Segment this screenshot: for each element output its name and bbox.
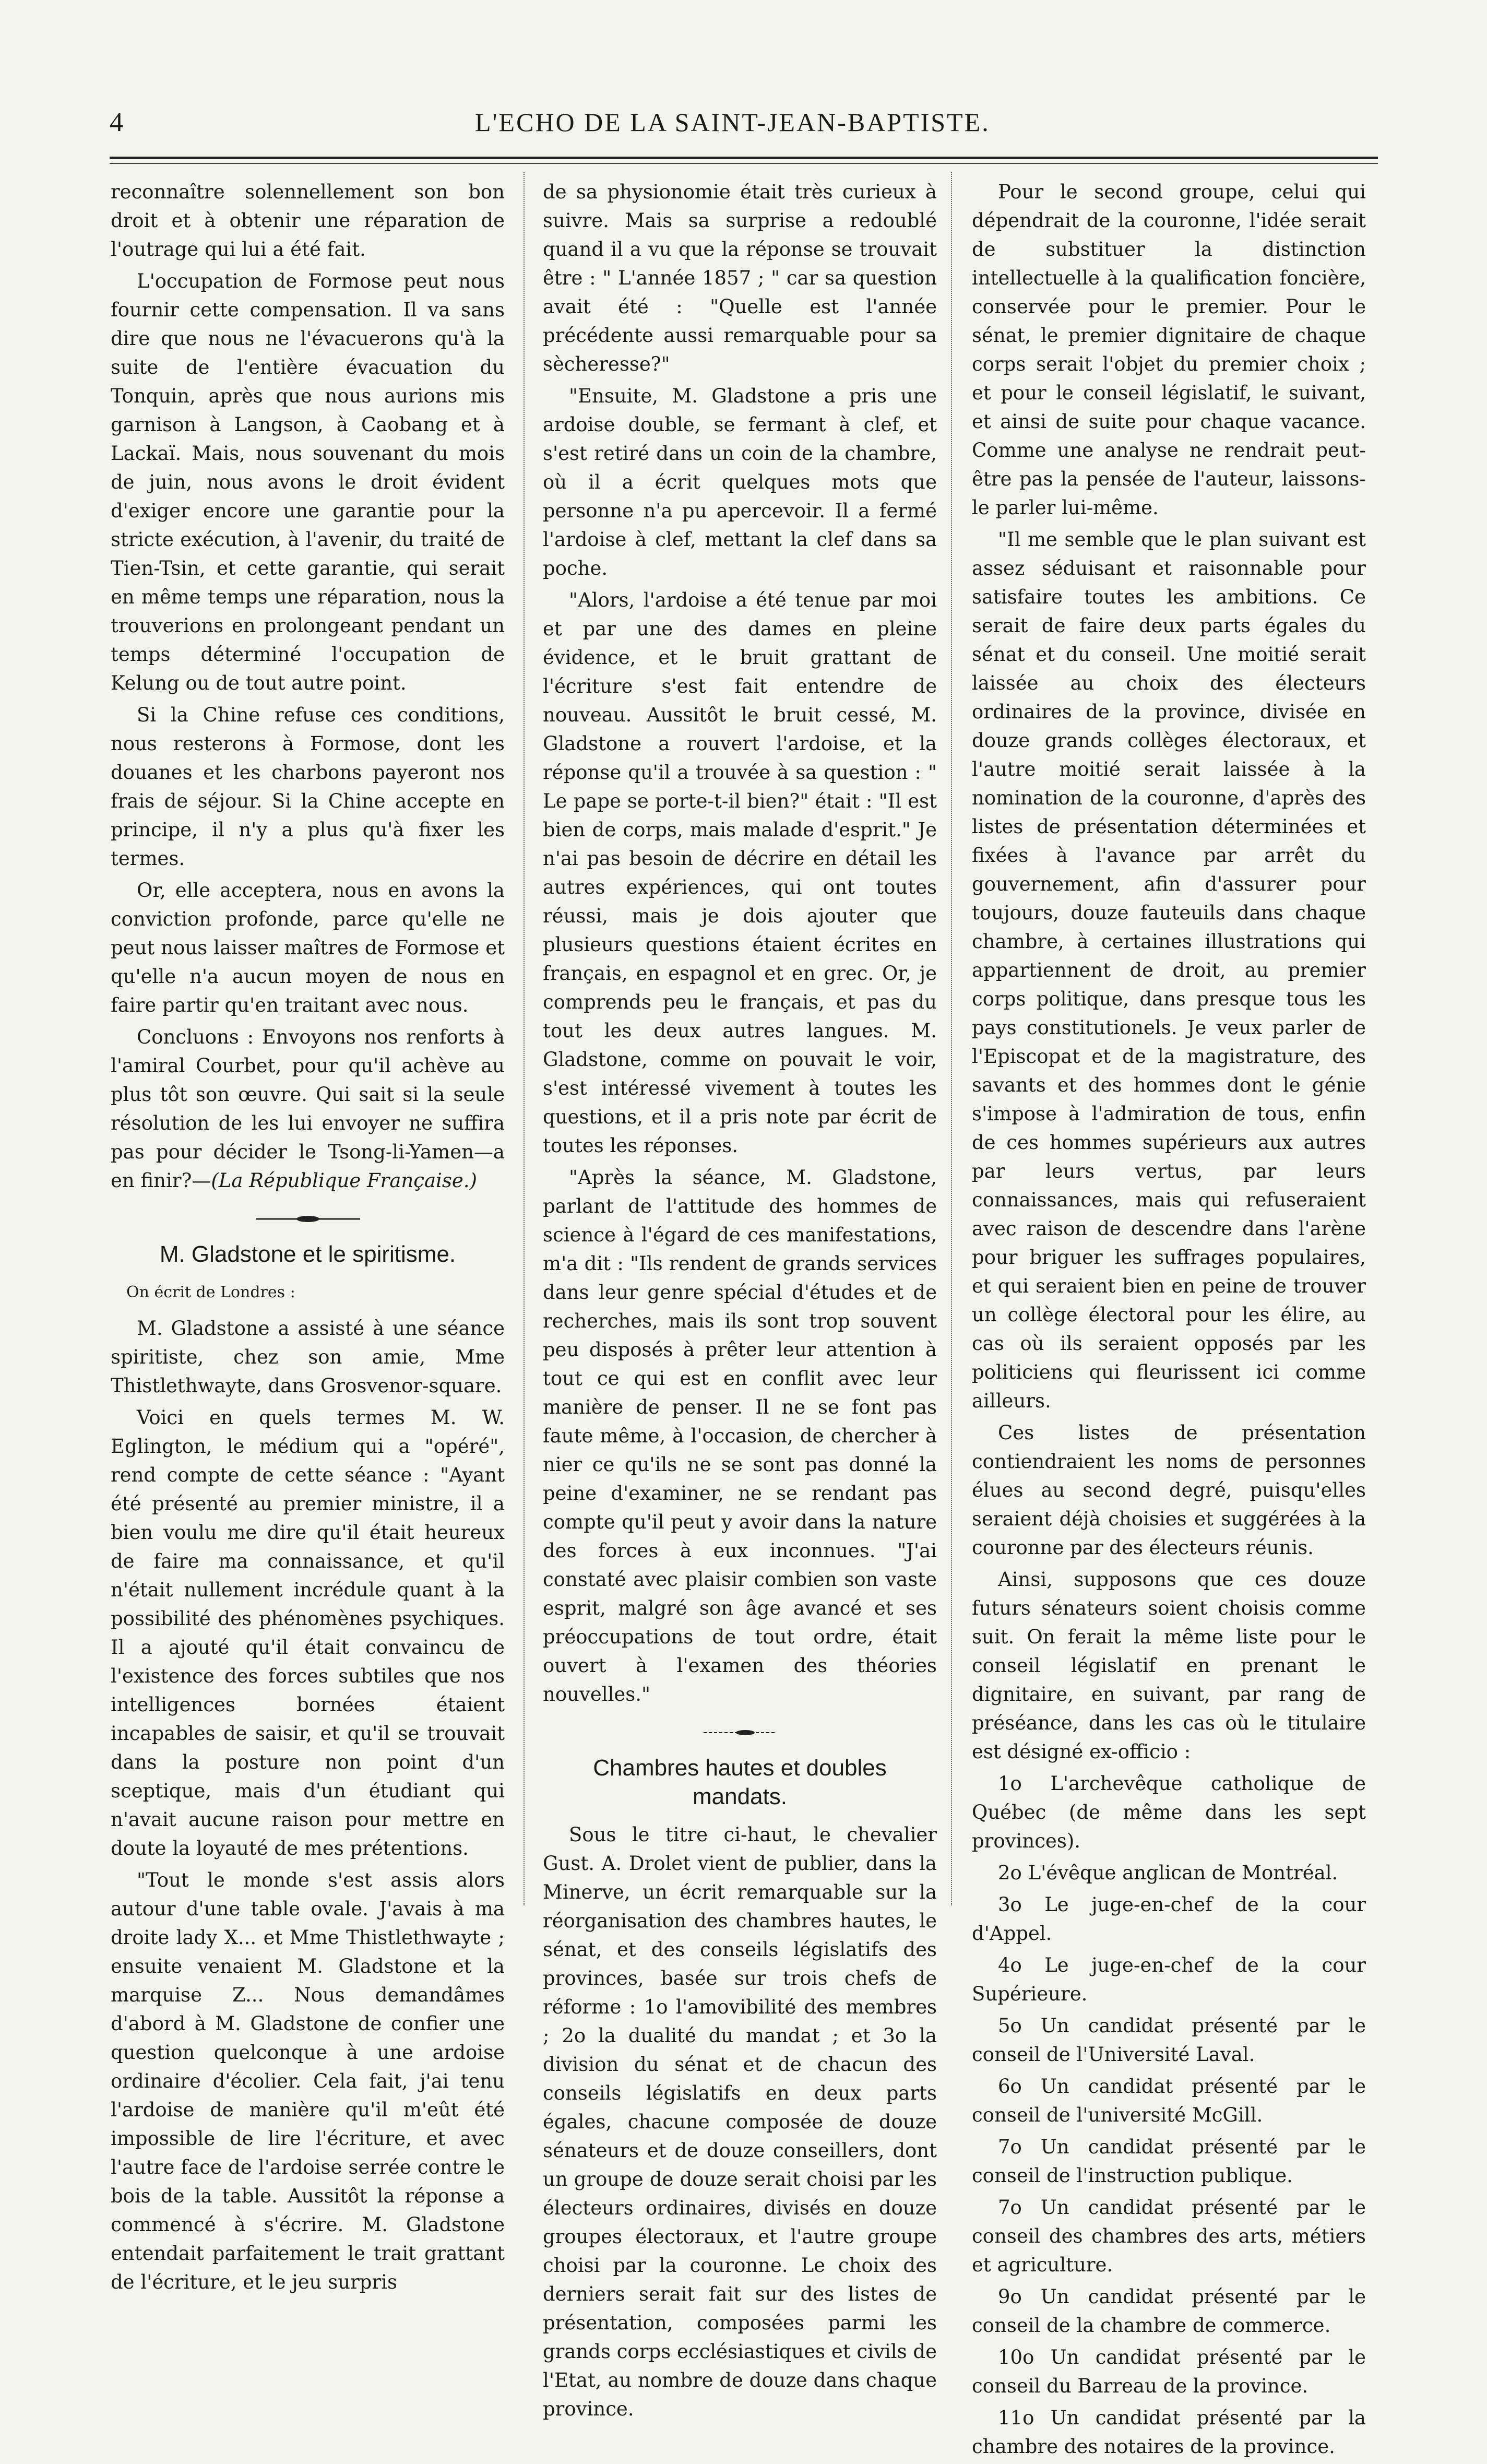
paragraph: L'occupation de Formose peut nous fournir cette compensation. Il va sans dire que nous ne l'évacuerons qu'à la suite de l'entière évacuation du Tonquin, après que nous aurions mis garnison à Langson, à Caobang et à Lackaï. Mais, nous souvenant du mois de juin, nous avons le droit évident d'exiger encore une garantie pour la stricte exécution, à l'avenir, du traité de Tien-Tsin, et cette garantie, qui serait en même temps une réparation, nous la trouverions en prolongeant pendant un temps déterminé l'occupation de Kelung ou de tout autre point. [111, 270, 505, 694]
header-rule-thin [110, 163, 1378, 164]
paragraph: Pour le second groupe, celui qui dépendrait de la couronne, l'idée serait de substituer la distinction intellectuelle à la qualification foncière, conservée pour le premier. Pour le sénat, le premier dignitaire de chaque corps serait l'objet du premier choix ; et pour le conseil législatif, le suivant, et ainsi de suite pour chaque vacance. Comme une analyse ne rendrait peut-être pas la pensée de l'auteur, laissons-le parler lui-même. [972, 181, 1366, 519]
list-item: 9o Un candidat présenté par le conseil de la chambre de commerce. [972, 2285, 1366, 2337]
paragraph: Si la Chine refuse ces conditions, nous resterons à Formose, dont les douanes et les charbons payeront nos frais de séjour. Si la Chine accepte en principe, il n'y a plus qu'à fixer les termes. [111, 704, 505, 870]
list-item: 6o Un candidat présenté par le conseil de l'université McGill. [972, 2075, 1366, 2126]
divider-ornament-icon [683, 1727, 798, 1738]
list-item: 10o Un candidat présenté par le conseil du Barreau de la province. [972, 2346, 1366, 2397]
list-item: 1o L'archevêque catholique de Québec (de même dans les sept provinces). [972, 1772, 1366, 1852]
list-item: 7o Un candidat présenté par le conseil de l'instruction publique. [972, 2136, 1366, 2187]
dateline: On écrit de Londres : [126, 1283, 295, 1301]
article-title: M. Gladstone et le spiritisme. [159, 1241, 456, 1267]
divider-ornament-icon [251, 1214, 365, 1224]
source-citation: (La République Française.) [211, 1169, 477, 1192]
paragraph: Ainsi, supposons que ces douze futurs sénateurs soient choisis comme suit. On ferait la même liste pour le conseil législatif en prenant le dignitaire, en suivant, par rang de préséance, dans les cas où le titulaire est désigné ex-officio : [972, 1568, 1366, 1763]
list-item: 3o Le juge-en-chef de la cour d'Appel. [972, 1893, 1366, 1945]
paragraph: Voici en quels termes M. W. Eglington, le médium qui a "opéré", rend compte de cette séance : "Ayant été présenté au premier ministre, il a bien voulu me dire qu'il était heureux de faire ma connaissance, et qu'il n'était nullement incrédule quant à la possibilité des phénomènes psychiques. Il a ajouté qu'il était convaincu de l'existence des forces subtiles que nos intelligences bornées étaient incapables de saisir, et qu'il se trouvait dans la posture non point d'un sceptique, mais d'un étudiant qui n'avait aucune raison pour mettre en doute la loyauté de mes prétentions. [111, 1406, 505, 1859]
list-item: 11o Un candidat présenté par la chambre des notaires de la province. [972, 2407, 1366, 2458]
list-item: 7o Un candidat présenté par le conseil des chambres des arts, métiers et agriculture. [972, 2196, 1366, 2276]
paragraph: M. Gladstone a assisté à une séance spiritiste, chez son amie, Mme Thistlethwayte, dans Grosvenor-square. [111, 1317, 505, 1397]
column-2 [543, 177, 937, 2426]
header-rule [110, 157, 1378, 159]
masthead: L'ECHO DE LA SAINT-JEAN-BAPTISTE. [475, 108, 990, 137]
paragraph: "Alors, l'ardoise a été tenue par moi et par une des dames en pleine évidence, et le bruit grattant de l'écriture s'est fait entendre de nouveau. Aussitôt le bruit cessé, M. Gladstone a rouvert l'ardoise, et la réponse qu'il a trouvée à sa question : " Le pape se porte-t-il bien?" était : "Il est bien de corps, mais malade d'esprit." Je n'ai pas besoin de décrire en détail les autres expériences, qui ont toutes réussi, mais je dois ajouter que plusieurs questions étaient écrites en français, en espagnol et en grec. Or, je comprends peu le français, et pas du tout les deux autres langues. M. Gladstone, comme on pouvait le voir, s'est intéressé vivement à toutes les questions, et il a pris note par écrit de toutes les réponses. [543, 589, 937, 1157]
list-item: 5o Un candidat présenté par le conseil de l'Université Laval. [972, 2015, 1366, 2066]
list-item: 4o Le juge-en-chef de la cour Supérieure. [972, 1954, 1366, 2005]
article-title: Chambres hautes et doubles mandats. [593, 1755, 887, 1809]
list-item: 2o L'évêque anglican de Montréal. [998, 1862, 1338, 1884]
paragraph: Sous le titre ci-haut, le chevalier Gust. A. Drolet vient de publier, dans la Minerve, un écrit remarquable sur la réorganisation des chambres hautes, le sénat, et des conseils législatifs des provinces, basée sur trois chefs de réforme : 1o l'amovibilité des membres ; 2o la dualité du mandat ; et 3o la division du sénat et de chacun des conseils législatifs en deux parts égales, chacune composée de douze sénateurs et de douze conseillers, dont un groupe de douze serait choisi par les électeurs ordinaires, divisés en douze groupes électoraux, et l'autre groupe choisi par la couronne. Le choix des derniers serait fait sur des listes de présentation, composées parmi les grands corps ecclésiastiques et civils de l'Etat, au nombre de douze dans chaque province. [543, 1823, 937, 2420]
column-divider [524, 172, 525, 1905]
paragraph: "Il me semble que le plan suivant est assez séduisant et raisonnable pour satisfaire toutes les ambitions. Ce serait de faire deux parts égales du sénat et du conseil. Une moitié serait laissée au choix des électeurs ordinaires de la province, divisée en douze grands collèges électoraux, et l'autre moitié serait laissée à la nomination de la couronne, d'après des listes de présentation déterminées et fixées à l'avance par arrêt du gouvernement, afin d'assurer pour toujours, douze fauteuils dans chaque chambre, à certaines illustrations qui appartiennent de droit, au premier corps politique, dans presque tous les pays constitutionels. Je veux parler de l'Episcopat et de la magistrature, des savants et des hommes dont le génie s'impose à l'admiration de tous, enfin de ces hommes supérieurs aux autres par leurs vertus, par leurs connaissances, mais qui refuseraient avec raison de descendre dans l'arène pour briguer les suffrages populaires, et qui seraient bien en peine de trouver un collège électoral pour les élire, au cas où ils seraient opposés par les politiciens qui fleurissent ici comme ailleurs. [972, 528, 1366, 1412]
paragraph: Or, elle acceptera, nous en avons la conviction profonde, parce qu'elle ne peut nous laisser maîtres de Formose et qu'elle n'a aucun moyen de nous en faire partir qu'en traitant avec nous. [111, 879, 505, 1016]
column-3 [972, 177, 1366, 2464]
page-number: 4 [110, 108, 123, 137]
page-header [110, 107, 1378, 154]
column-divider [951, 172, 952, 1905]
paragraph: Ces listes de présentation contiendraient les noms de personnes élues au second degré, puisqu'elles seraient déjà choisies et suggérées à la couronne par des électeurs réunis. [972, 1421, 1366, 1559]
column-1 [111, 177, 505, 2300]
paragraph: de sa physionomie était très curieux à suivre. Mais sa surprise a redoublé quand il a vu que la réponse se trouvait être : " L'année 1857 ; " car sa question avait été : "Quelle est l'année précédente aussi remarquable pour sa sècheresse?" [543, 181, 937, 375]
paragraph-text: Concluons : Envoyons nos renforts à l'amiral Courbet, pour qu'il achève au plus tôt son œuvre. Qui sait si la seule résolution de les lui envoyer ne suffira pas pour décider le Tsong-li-Yamen—a en finir?— [111, 1026, 505, 1192]
paragraph: "Ensuite, M. Gladstone a pris une ardoise double, se fermant à clef, et s'est retiré dans un coin de la chambre, où il a écrit quelques mots que personne n'a pu apercevoir. Il a fermé l'ardoise à clef, mettant la clef dans sa poche. [543, 385, 937, 579]
paragraph: reconnaître solennellement son bon droit et à obtenir une réparation de l'outrage qui lui a été fait. [111, 181, 505, 260]
paragraph [111, 1023, 505, 1195]
paragraph: "Après la séance, M. Gladstone, parlant de l'attitude des hommes de science à l'égard de ces manifestations, m'a dit : "Ils rendent de grands services dans leur genre spécial d'études et de recherches, mais ils sont trop souvent peu disposés à prêter leur attention à tout ce qui est en conflit avec leur manière de penser. Il ne se font pas faute même, à l'occasion, de chercher à nier ce qu'ils ne se sont pas donné la peine d'examiner, ne se rendant pas compte qu'il peut y avoir dans la nature des forces à eux inconnues. "J'ai constaté avec plaisir combien son vaste esprit, malgré son âge avancé et ses préoccupations de tout ordre, était ouvert à l'examen des théories nouvelles." [543, 1166, 937, 1705]
paragraph: "Tout le monde s'est assis alors autour d'une table ovale. J'avais à ma droite lady X... et Mme Thistlethwayte ; ensuite venaient M. Gladstone et la marquise Z... Nous demandâmes d'abord à M. Gladstone de confier une question quelconque à une ardoise ordinaire d'écolier. Cela fait, j'ai tenu l'ardoise de manière qu'il m'eût été impossible de lire l'écriture, et avec l'autre face de l'ardoise serrée contre le bois de la table. Aussitôt la réponse a commencé à s'écrire. M. Gladstone entendait parfaitement le trait grattant de l'écriture, et le jeu surpris [111, 1869, 505, 2293]
